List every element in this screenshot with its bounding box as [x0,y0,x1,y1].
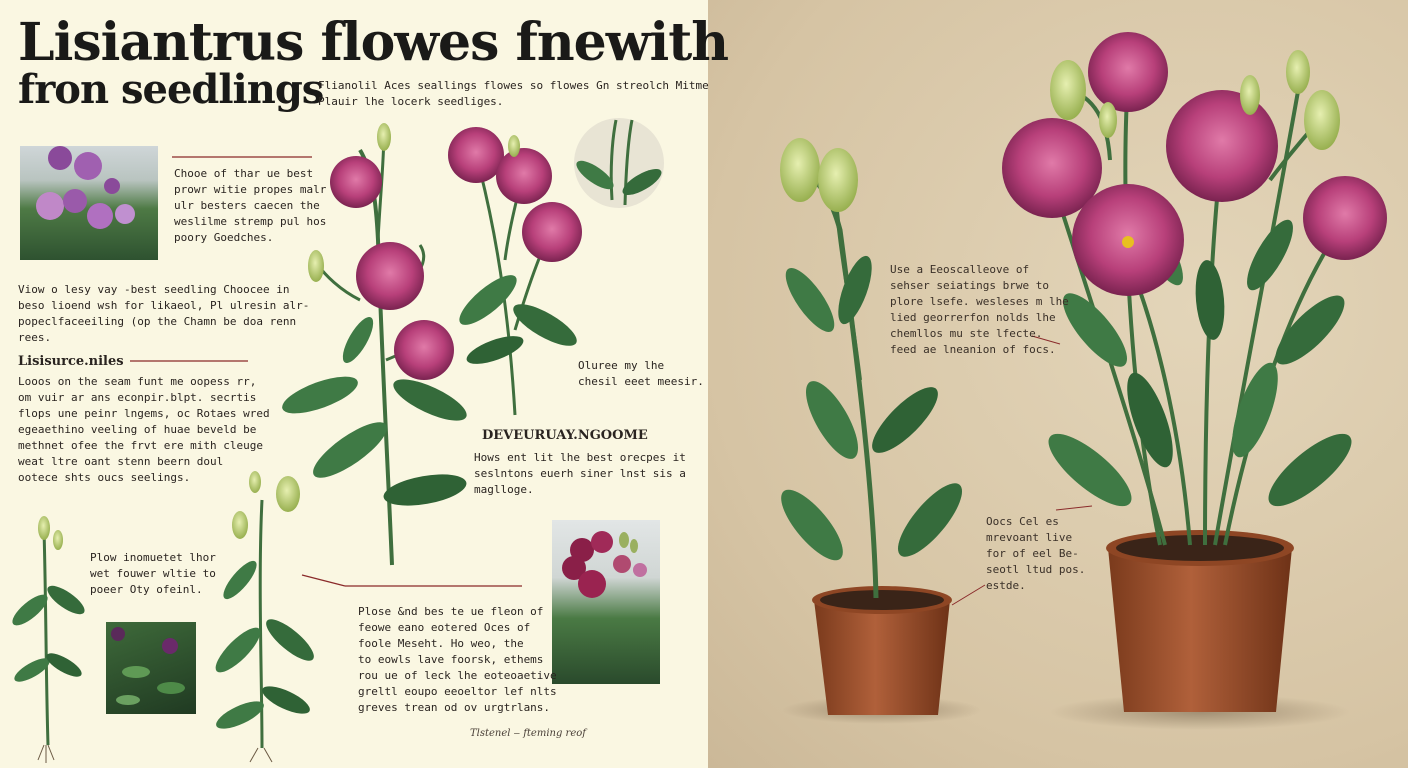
text-block-seedling: Viow o lesy vay -best seedling Choocee in beso lioend wsh for likaeol, Pl ulresin alr- popeclfaceeiling (op the Chamn be doa renn rees. [18,283,310,344]
text-block-care: Looos on the seam funt me oopess rr, om vuir ar ans econpir.blpt. secrtis flops une peinr lngems, oc Rotaes wred egeaethino veeling of huae beveld be methnet ofee the frvt ere mith cleuge weat ltre oant stenn beern doul ootece shts oucs seelings. [18,375,270,484]
page-title-line2: fron seedlings [18,66,324,113]
subtitle: Flianolil Aces seallings flowes so flowes Gn streolch Mitme Plauir lhe locerk seedliges. [318,79,709,108]
small-potted-plant [771,138,985,724]
text-block-stem-note: Oluree my lhe chesil eeet meesir. [578,359,704,388]
text-block-development: Hows ent lit lhe best orecpes it seslntons euerh siner lnst sis a maglloge. [474,451,686,496]
annotation-note-1: Use a Eeoscalleove of sehser seiatings brwe to plore lsefe. wesleses m lhe lied georrerfon nolds lhe chemllos mu ste lfecte. feed ae lneanion of focs. [890,263,1069,356]
page-title: Lisiantrus flowes fnewith [18,12,729,73]
section-heading-2: DEVEURUAY.NGOOME [482,428,648,443]
stem-detail-inset [572,118,665,208]
section-heading-1: Lisisurce.niles [18,354,124,369]
text-block-planting: Plose &nd bes te ue fleon of feowe eano eotered Oces of foole Meseht. Ho weo, the to eowls lave foorsk, ethems rou ue of leck lhe eoteoaetive greltl eoupo eeoeltor lef nlts greves trean od ov urgtrlans. [358,605,557,714]
photo-seedlings-bed [106,622,196,714]
cut-flowers-illustration [448,127,582,415]
text-block-choose: Chooe of thar ue best prowr witie propes malr ulr besters caecen the weslilme stremp pul hos poory Goedches. [174,167,327,244]
seedling-illustration [8,471,319,763]
photo-garden-flowers [552,520,660,684]
large-potted-plant [1002,32,1387,730]
photo-flower-field [20,146,158,260]
annotation-note-2: Oocs Cel es mrevoant live for of eel Be- seotl ltud pos. estde. [986,515,1086,592]
text-block-seedling-flower: Plow inomuetet lhor wet fouwer wltie to poeer Oty ofeinl. [90,551,216,596]
photo-caption: Tlstenel ‒ fteming reof [470,728,586,739]
